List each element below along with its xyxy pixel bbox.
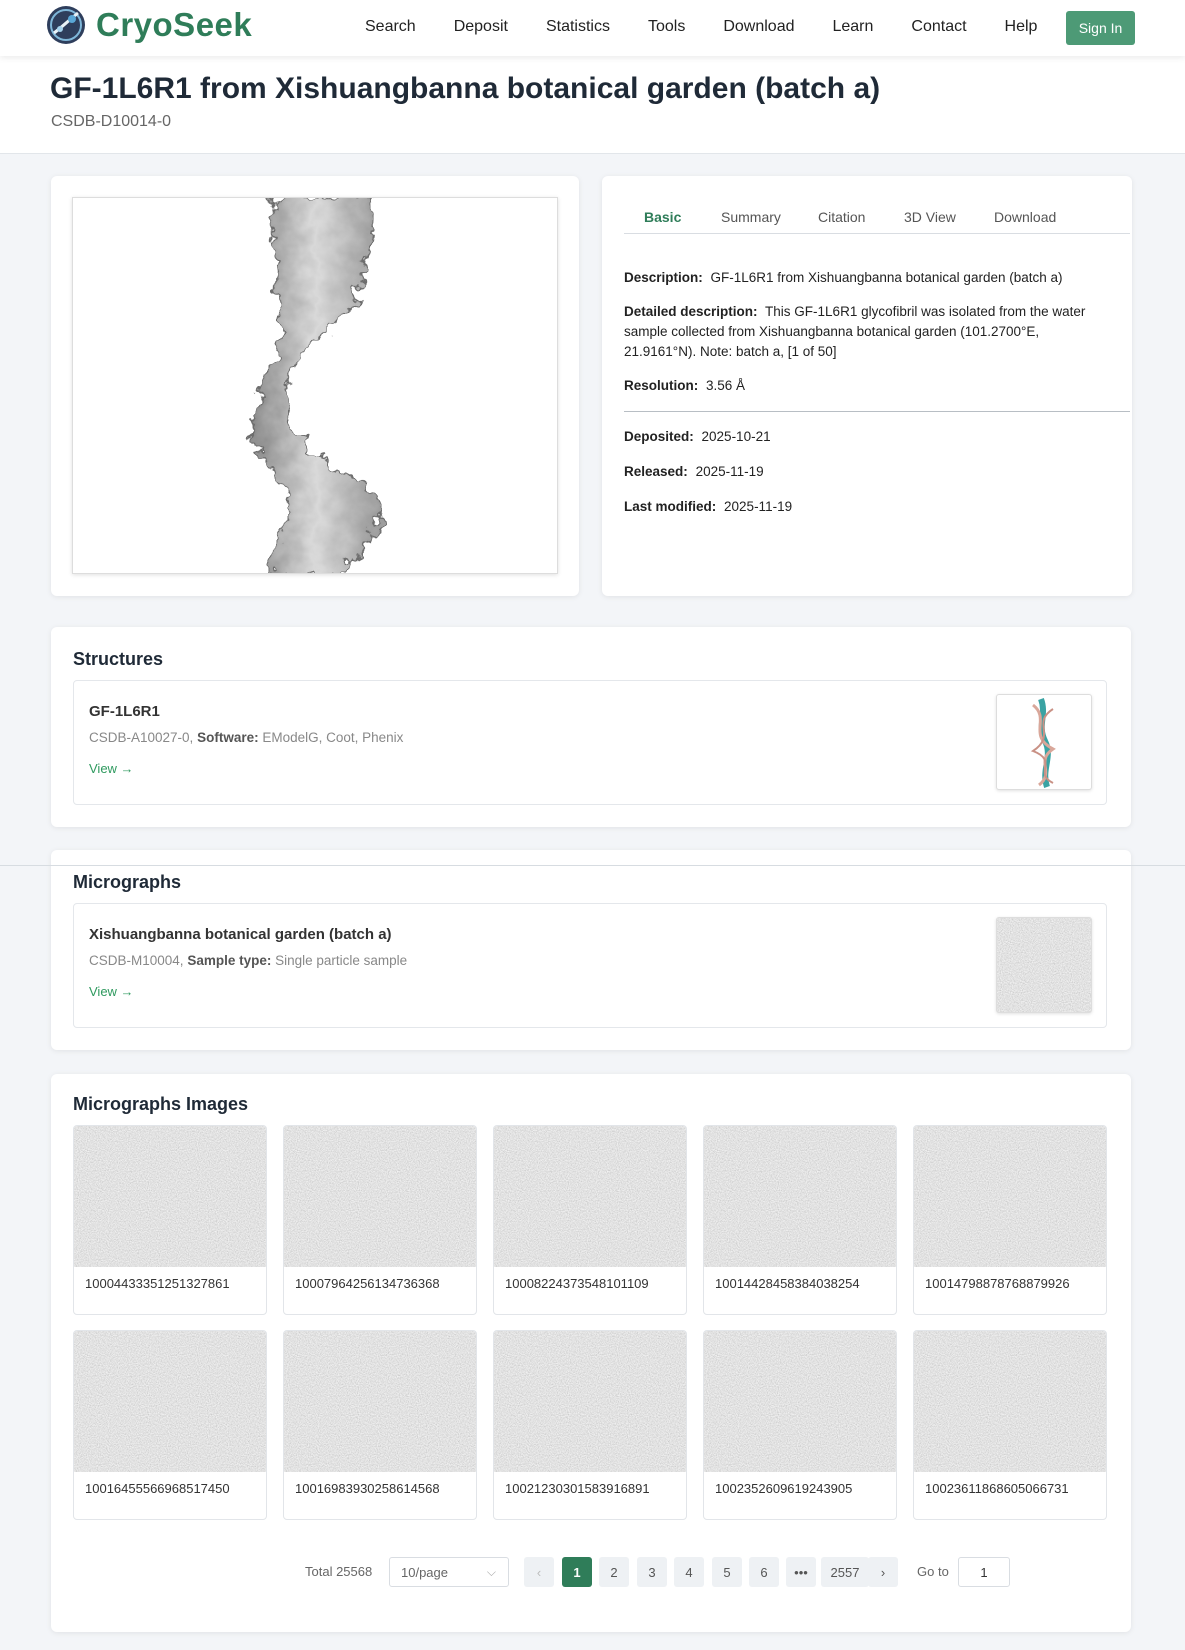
micrograph-tile-label: 10014428458384038254 [715,1276,860,1291]
description-row [624,268,1124,288]
software-label: Software: [197,730,259,745]
page-size-select[interactable] [389,1557,509,1587]
micrograph-tile[interactable] [493,1330,687,1520]
tab-summary[interactable]: Summary [721,209,781,225]
nav-statistics[interactable]: Statistics [545,18,610,35]
nav-search[interactable]: Search [365,18,416,35]
sign-in-button[interactable]: Sign In [1066,11,1135,45]
micrograph-tile[interactable] [703,1330,897,1520]
top-navbar [0,0,1185,56]
structure-thumbnail[interactable] [996,694,1092,790]
micrograph-tile[interactable] [283,1330,477,1520]
page-button-last[interactable]: 2557 [821,1557,869,1587]
sample-type-value: Single particle sample [275,953,408,968]
structure-meta [89,730,403,745]
micrograph-tile[interactable] [703,1125,897,1315]
structure-id: CSDB-A10027-0, [89,730,194,745]
micrograph-image [704,1126,897,1267]
nav-contact[interactable]: Contact [911,18,967,35]
deposited-value: 2025-10-21 [701,429,771,444]
structure-item [73,680,1107,805]
micrograph-image [914,1331,1107,1472]
micrograph-image [284,1331,477,1472]
ellipsis-button[interactable]: ••• [786,1557,816,1587]
sample-type-label: Sample type: [187,953,272,968]
nav-tools[interactable]: Tools [647,18,686,35]
modified-row [624,497,1124,517]
next-page-button[interactable]: › [868,1557,898,1587]
page-header [0,56,1185,154]
detailed-description-line1: This GF-1L6R1 glycofibril was isolated from the water [765,304,1086,319]
nav-download[interactable]: Download [723,18,795,35]
micrograph-tile-label: 10021230301583916891 [505,1481,650,1496]
micrograph-tile-label: 1002352609619243905 [715,1481,853,1496]
detailed-description-line3: 21.9161°N). Note: batch a, [1 of 50] [624,344,837,359]
tab-3d-view[interactable]: 3D View [904,209,956,225]
density-map-image[interactable] [72,197,558,574]
page-button-3[interactable]: 3 [637,1557,667,1587]
structures-card [51,627,1131,827]
micrograph-meta [89,953,407,968]
page-divider-line [0,865,1185,866]
micrograph-tile[interactable] [913,1330,1107,1520]
page-title: GF-1L6R1 from Xishuangbanna botanical garden (batch a) [50,72,881,105]
detailed-description-label: Detailed description: [624,304,758,319]
page-button-4[interactable]: 4 [674,1557,704,1587]
software-value: EModelG, Coot, Phenix [262,730,404,745]
main-nav [365,18,1075,36]
micrograph-thumbnail[interactable] [996,917,1092,1013]
pagination [0,1557,1185,1587]
nav-help[interactable]: Help [1004,18,1038,35]
micrograph-name[interactable]: Xishuangbanna botanical garden (batch a) [89,926,392,943]
micrograph-item [73,903,1107,1028]
modified-value: 2025-11-19 [724,499,793,514]
gallery-title: Micrographs Images [73,1094,249,1114]
structure-name[interactable]: GF-1L6R1 [89,703,160,720]
tab-download[interactable]: Download [994,209,1057,225]
micrograph-tile-label: 10023611868605066731 [925,1481,1069,1496]
goto-page-input[interactable]: 1 [958,1557,1010,1587]
micrograph-image [284,1126,477,1267]
tab-citation[interactable]: Citation [818,209,866,225]
nav-learn[interactable]: Learn [832,18,874,35]
structure-view-link[interactable]: View → [89,761,134,776]
total-count: Total 25568 [305,1564,373,1579]
page-button-5[interactable]: 5 [712,1557,742,1587]
resolution-value: 3.56 Å [706,378,746,393]
map-image-card [51,176,579,596]
micrograph-tile[interactable] [283,1125,477,1315]
tab-basic[interactable]: Basic [644,209,682,225]
micrograph-image [494,1126,687,1267]
micrograph-image [914,1126,1107,1267]
micrograph-view-link[interactable]: View → [89,984,134,999]
micrographs-card [51,850,1131,1050]
cryoseek-logo-icon [46,5,86,45]
released-label: Released: [624,464,688,479]
structures-title: Structures [73,649,164,669]
page-button-1[interactable]: 1 [562,1557,592,1587]
micrograph-id: CSDB-M10004, [89,953,184,968]
page-button-6[interactable]: 6 [749,1557,779,1587]
goto-label: Go to [917,1564,949,1579]
nav-deposit[interactable]: Deposit [453,18,508,35]
micrograph-image [74,1126,267,1267]
micrograph-tile-label: 10016455566968517450 [85,1481,230,1496]
micrograph-image [74,1331,267,1472]
micrograph-image [704,1331,897,1472]
resolution-row [624,376,1124,396]
micrograph-tile-label: 10008224373548101109 [505,1276,649,1291]
micrograph-images-card [51,1074,1131,1632]
page-button-2[interactable]: 2 [599,1557,629,1587]
modified-label: Last modified: [624,499,717,514]
detailed-description-line2: sample collected from Xishuangbanna botanical garden (101.2700°E, [624,324,1040,339]
released-row [624,462,1124,482]
released-value: 2025-11-19 [695,464,764,479]
entry-info-card [602,176,1132,596]
description-value: GF-1L6R1 from Xishuangbanna botanical garden (batch a) [710,270,1063,285]
resolution-label: Resolution: [624,378,699,393]
micrograph-tile[interactable] [493,1125,687,1315]
chevron-down-icon: ⌵ [486,1565,496,1579]
page-size-value: 10/page [401,1565,448,1580]
description-label: Description: [624,270,703,285]
info-tabs [624,204,1130,234]
brand-logo[interactable] [46,5,252,45]
info-divider [624,411,1130,412]
micrograph-tile[interactable] [913,1125,1107,1315]
micrographs-title: Micrographs [73,872,182,892]
deposited-label: Deposited: [624,429,694,444]
entry-id: CSDB-D10014-0 [51,113,172,130]
micrograph-tile-label: 10004433351251327861 [85,1276,230,1291]
micrograph-tile-label: 10014798878768879926 [925,1276,1070,1291]
prev-page-button[interactable]: ‹ [524,1557,554,1587]
deposited-row [624,427,1124,447]
micrograph-tile[interactable] [73,1330,267,1520]
micrograph-image [494,1331,687,1472]
brand-name: CryoSeek [96,6,253,43]
micrograph-tile-label: 10007964256134736368 [295,1276,440,1291]
micrograph-tile[interactable] [73,1125,267,1315]
micrograph-tile-label: 10016983930258614568 [295,1481,440,1496]
detailed-description-row [624,302,1124,362]
